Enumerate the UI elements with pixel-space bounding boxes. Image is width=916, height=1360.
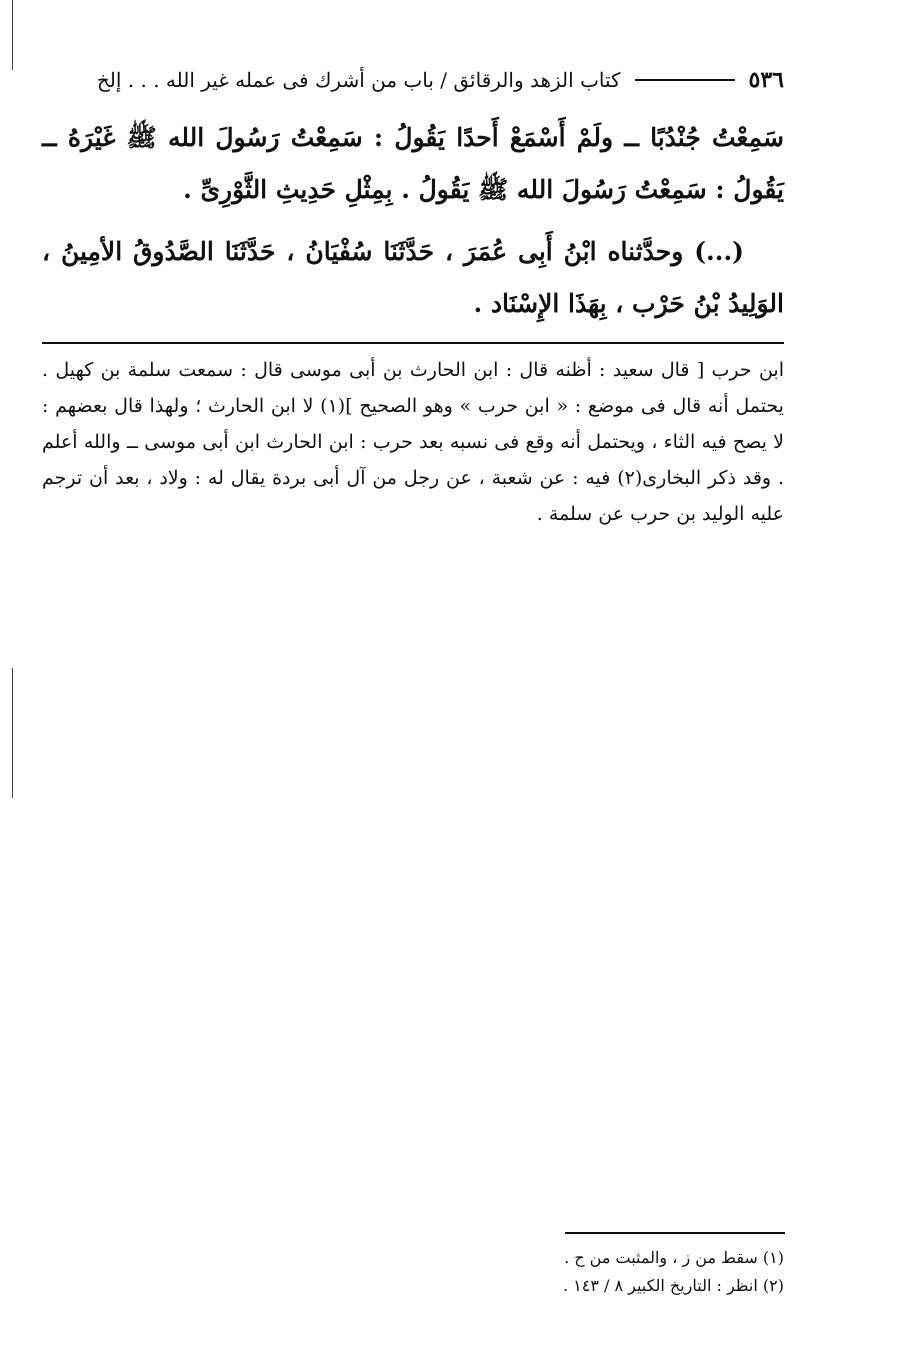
page-header xyxy=(42,62,784,98)
commentary-text: ابن حرب [ قال سعيد : أظنه قال : ابن الحارث بن أبى موسى قال : سمعت سلمة بن كهيل . يحتمل أنه قال فى موضع : « ابن حرب » وهو الصحيح ](١) لا ابن الحارث ؛ ولهذا قال بعضهم : لا يصح فيه الثاء ، ويحتمل أنه وقع فى نسبه بعد حرب : ابن الحارث ابن أبى موسى ــ والله أعلم . وقد ذكر البخارى(٢) فيه : عن شعبة ، عن رجل من آل أبى بردة يقال له : ولاد ، بعد أن ترجم عليه الوليد بن حرب عن سلمة . xyxy=(42,359,784,525)
page-number: ٥٣٦ xyxy=(748,67,784,93)
hadith-paragraph-1: سَمِعْتُ جُنْدُبًا ــ ولَمْ أَسْمَعْ أَحدًا يَقُولُ : سَمِعْتُ رَسُولَ الله ﷺ غَيْرَهُ ــ يَقُولُ : سَمِعْتُ رَسُولَ الله ﷺ يَقُولُ . بِمِثْلِ حَدِيثِ الثَّوْرِىِّ . xyxy=(42,123,784,204)
footnote-1: (١) سقط من ز ، والمثبت من ح . xyxy=(564,1248,784,1267)
footnotes xyxy=(300,1244,784,1300)
scan-edge-mark xyxy=(12,668,13,798)
hadith-text xyxy=(42,112,784,330)
commentary-divider xyxy=(42,342,784,344)
scan-edge-mark xyxy=(12,0,13,70)
hadith-paragraph-2: (...) وحدَّثناه ابْنُ أَبِى عُمَرَ ، حَدَّثَنَا سُفْيَانُ ، حَدَّثَنَا الصَّدُوقُ الأمِينُ ، الوَلِيدُ بْنُ حَرْب ، بِهَذَا الإِسْنَاد . xyxy=(42,237,784,318)
footnote-2: (٢) انظر : التاريخ الكبير ٨ / ١٤٣ . xyxy=(562,1276,784,1295)
running-title: كتاب الزهد والرقائق / باب من أشرك فى عمله غير الله . . . إلخ xyxy=(96,68,621,92)
footnote-divider xyxy=(565,1232,785,1234)
header-rule xyxy=(635,79,735,81)
